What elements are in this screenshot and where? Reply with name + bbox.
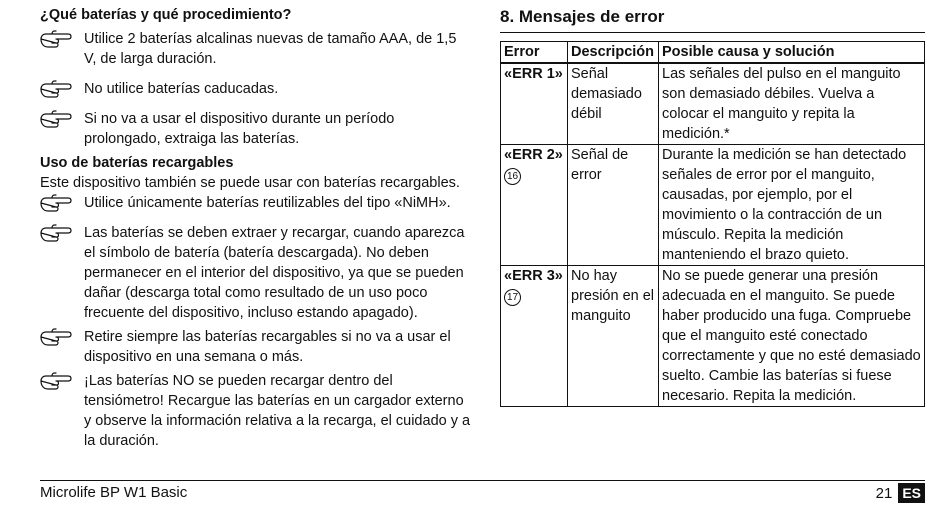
rechargeable-item-text: ¡Las baterías NO se pueden recargar dentro del tensiómetro! Recargue las baterías en un cargador externo y observe la información relativa a la recarga, el cuidado y a la duración. xyxy=(84,373,471,449)
battery-item xyxy=(40,29,472,69)
figure-reference: 17 xyxy=(504,289,521,306)
rechargeable-item-text: Retire siempre las baterías recargables si no va a usar el dispositivo en una semana o más. xyxy=(84,329,451,365)
page-footer-right xyxy=(876,483,925,503)
table-row xyxy=(501,63,925,145)
figure-reference: 16 xyxy=(504,168,521,185)
description-cell: Señal de error xyxy=(568,145,659,266)
rechargeable-item xyxy=(40,223,472,323)
description-cell: No hay presión en el manguito xyxy=(568,266,659,407)
error-code: «ERR 1» xyxy=(504,66,563,82)
error-code-cell xyxy=(501,266,568,407)
section-title: 8. Mensajes de error xyxy=(500,5,925,33)
battery-item-text: No utilice baterías caducadas. xyxy=(84,81,279,97)
column-header-error: Error xyxy=(501,42,568,64)
rechargeable-item xyxy=(40,371,472,451)
rechargeable-item xyxy=(40,193,472,213)
table-row xyxy=(501,145,925,266)
rechargeable-heading: Uso de baterías recargables xyxy=(40,155,234,171)
rechargeable-item-text: Las baterías se deben extraer y recargar, cuando aparezca el símbolo de batería (batería descargada). No deben permanecer en el interior del dispositivo, ya que se pueden dañar (descarga total como resultado de un uso poco frecuente del dispositivo, incluso estando apagado). xyxy=(84,225,465,321)
battery-item-text: Utilice 2 baterías alcalinas nuevas de tamaño AAA, de 1,5 V, de larga duración. xyxy=(84,31,457,67)
language-badge: ES xyxy=(898,483,925,503)
column-header-description: Descripción xyxy=(568,42,659,64)
pointing-hand-icon xyxy=(40,110,72,128)
table-header-row xyxy=(501,42,925,64)
rechargeable-item xyxy=(40,327,472,367)
product-name: Microlife BP W1 Basic xyxy=(40,484,188,501)
error-code: «ERR 2» xyxy=(504,147,563,163)
rechargeable-item-text: Utilice únicamente baterías reutilizables del tipo «NiMH». xyxy=(84,195,451,211)
column-header-solution: Posible causa y solución xyxy=(659,42,925,64)
battery-item xyxy=(40,109,472,149)
error-code: «ERR 3» xyxy=(504,268,563,284)
error-messages-section xyxy=(500,5,925,407)
pointing-hand-icon xyxy=(40,328,72,346)
solution-cell: Las señales del pulso en el manguito son demasiado débiles. Vuelva a colocar el manguito y repita la medición.* xyxy=(659,63,925,145)
battery-heading: ¿Qué baterías y qué procedimiento? xyxy=(40,7,292,23)
solution-cell: No se puede generar una presión adecuada en el manguito. Se puede haber producido una fuga. Compruebe que el manguito esté conectado correctamente y que no esté demasiado suelto. Cambie las baterías si fuese necesario. Repita la medición. xyxy=(659,266,925,407)
footer-divider xyxy=(40,480,925,481)
pointing-hand-icon xyxy=(40,30,72,48)
description-cell: Señal demasiado débil xyxy=(568,63,659,145)
table-row xyxy=(501,266,925,407)
solution-cell: Durante la medición se han detectado señales de error por el manguito, causadas, por ejemplo, por el movimiento o la contracción de un músculo. Repita la medición manteniendo el brazo quieto. xyxy=(659,145,925,266)
pointing-hand-icon xyxy=(40,194,72,212)
page-number: 21 xyxy=(875,484,893,502)
error-table xyxy=(500,41,925,407)
battery-item-text: Si no va a usar el dispositivo durante un período prolongado, extraiga las baterías. xyxy=(84,111,395,147)
rechargeable-intro: Este dispositivo también se puede usar con baterías recargables. xyxy=(40,175,460,191)
pointing-hand-icon xyxy=(40,372,72,390)
error-code-cell xyxy=(501,63,568,145)
battery-column xyxy=(40,5,472,451)
battery-item xyxy=(40,79,472,99)
pointing-hand-icon xyxy=(40,224,72,242)
pointing-hand-icon xyxy=(40,80,72,98)
error-code-cell xyxy=(501,145,568,266)
